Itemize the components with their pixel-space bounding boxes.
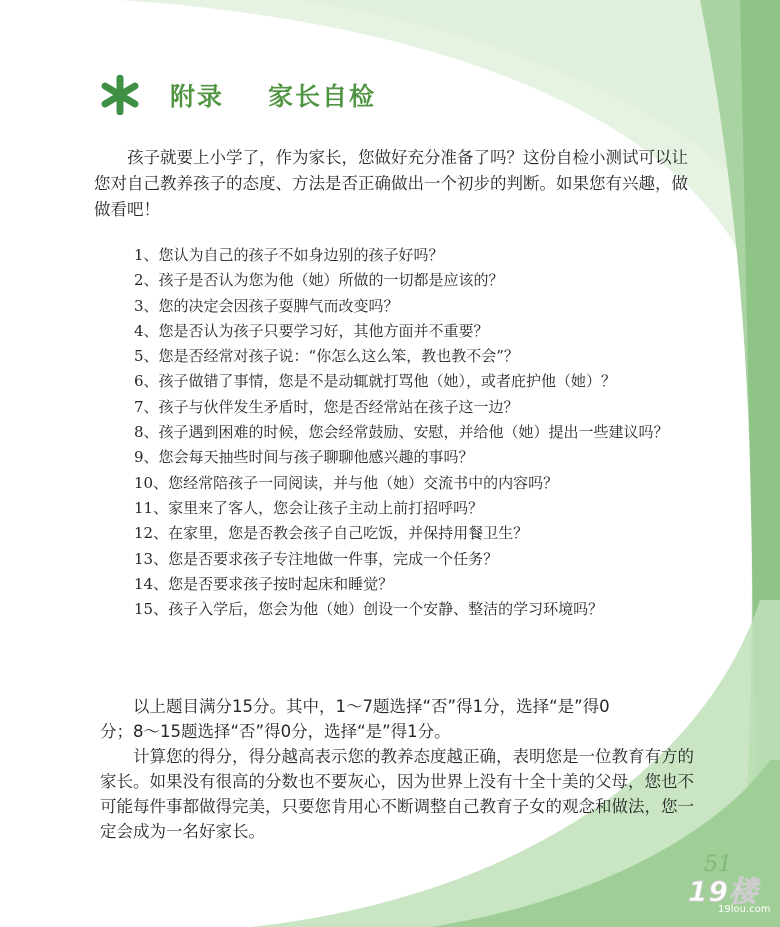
question-text: 孩子入学后，您会为他（她）创设一个安静、整洁的学习环境吗？ bbox=[168, 600, 604, 619]
question-item bbox=[134, 445, 674, 470]
question-item bbox=[134, 319, 674, 344]
question-number: 10、 bbox=[134, 473, 169, 492]
question-item bbox=[134, 496, 674, 521]
question-item bbox=[134, 597, 674, 622]
scoring-section bbox=[100, 694, 700, 844]
question-number: 11、 bbox=[134, 498, 169, 517]
question-number: 13、 bbox=[134, 549, 169, 568]
scoring-advice: 计算您的得分，得分越高表示您的教养态度越正确，表明您是一位教育有方的家长。如果没有很高的分数也不要灰心，因为世界上没有十全十美的父母，您也不可能每件事都做得完美，只要您肯用心不断调整自己教育子女的观念和做法，您一定会成为一名好家长。 bbox=[100, 747, 694, 841]
question-text: 您是否经常对孩子说：“你怎么这么笨，教也教不会”？ bbox=[158, 347, 519, 366]
question-number: 12、 bbox=[134, 524, 169, 543]
question-text: 您认为自己的孩子不如身边别的孩子好吗？ bbox=[158, 246, 444, 264]
section-subtitle: 家长自检 bbox=[268, 82, 377, 111]
question-text: 您经常陪孩子一同阅读，并与他（她）交流书中的内容吗？ bbox=[168, 473, 559, 492]
question-text: 您的决定会因孩子耍脾气而改变吗？ bbox=[158, 296, 399, 315]
question-text: 您是否要求孩子按时起床和睡觉？ bbox=[168, 574, 394, 593]
question-text: 孩子遇到困难的时候，您会经常鼓励、安慰，并给他（她）提出一些建议吗？ bbox=[158, 423, 669, 442]
question-list bbox=[134, 243, 674, 622]
question-item bbox=[134, 420, 674, 445]
question-item bbox=[134, 369, 674, 394]
question-text: 孩子做错了事情，您是不是动辄就打骂他（她），或者庇护他（她）？ bbox=[158, 372, 617, 391]
question-number: 2、 bbox=[134, 271, 159, 290]
question-item bbox=[134, 395, 674, 420]
question-number: 14、 bbox=[134, 574, 169, 593]
question-text: 在家里，您是否教会孩子自己吃饭，并保持用餐卫生？ bbox=[168, 524, 529, 543]
question-item bbox=[134, 268, 674, 293]
site-logo-domain: 19lou.com bbox=[718, 904, 771, 915]
question-item bbox=[134, 572, 674, 597]
site-logo-text: 19楼 bbox=[688, 875, 758, 908]
question-text: 您会每天抽些时间与孩子聊聊他感兴趣的事吗？ bbox=[158, 448, 474, 467]
question-item bbox=[134, 521, 674, 546]
question-text: 您是否认为孩子只要学习好，其他方面并不重要？ bbox=[158, 321, 489, 340]
question-number: 9、 bbox=[134, 448, 159, 467]
page-number: 51 bbox=[704, 852, 732, 877]
question-item bbox=[134, 471, 674, 496]
question-text: 家里来了客人，您会让孩子主动上前打招呼吗？ bbox=[168, 498, 484, 517]
page-heading bbox=[100, 70, 376, 120]
question-item bbox=[134, 547, 674, 572]
site-logo bbox=[688, 870, 776, 922]
scoring-rule-line2: 分；8～15题选择“否”得0分，选择“是”得1分。 bbox=[100, 722, 451, 741]
asterisk-icon bbox=[100, 75, 140, 115]
question-number: 4、 bbox=[134, 321, 159, 340]
question-text: 您是否要求孩子专注地做一件事，完成一个任务？ bbox=[168, 549, 499, 568]
question-number: 6、 bbox=[134, 372, 159, 391]
question-number: 1、 bbox=[134, 246, 159, 264]
question-text: 孩子与伙伴发生矛盾时，您是否经常站在孩子这一边？ bbox=[158, 397, 519, 416]
question-number: 8、 bbox=[134, 423, 159, 442]
question-number: 15、 bbox=[134, 600, 169, 619]
question-item bbox=[134, 243, 674, 268]
section-title: 附录 bbox=[170, 82, 225, 111]
question-number: 3、 bbox=[134, 296, 159, 315]
question-number: 7、 bbox=[134, 397, 159, 416]
question-item bbox=[134, 294, 674, 319]
scoring-rule-line1: 以上题目满分15分。其中，1～7题选择“否”得1分，选择“是”得0 bbox=[133, 697, 610, 716]
intro-paragraph: 孩子就要上小学了，作为家长，您做好充分准备了吗？这份自检小测试可以让您对自己教养孩子的态度、方法是否正确做出一个初步的判断。如果您有兴趣，做做看吧！ bbox=[94, 148, 688, 219]
question-item bbox=[134, 344, 674, 369]
question-number: 5、 bbox=[134, 347, 159, 366]
question-text: 孩子是否认为您为他（她）所做的一切都是应该的？ bbox=[158, 271, 504, 290]
